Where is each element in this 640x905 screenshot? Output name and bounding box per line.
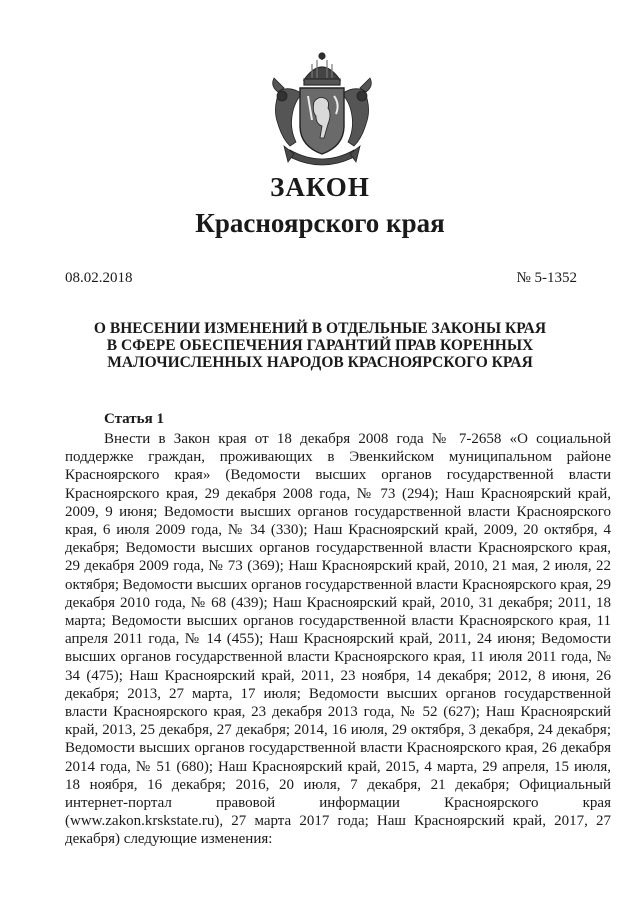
law-heading-line: В СФЕРЕ ОБЕСПЕЧЕНИЯ ГАРАНТИЙ ПРАВ КОРЕННЫХ [106,337,534,354]
article-title: Статья 1 [104,411,164,427]
law-heading-line: МАЛОЧИСЛЕННЫХ НАРОДОВ КРАСНОЯРСКОГО КРАЯ [107,354,533,371]
article-body: Внести в Закон края от 18 декабря 2008 года № 7-2658 «О социальной поддержке граждан, проживающих в Эвенкийском муниципальном районе Красноярского края» (Ведомости высших органов государственной власти Красноярского края, 29 декабря 2008 года, № 73 (294); Наш Красноярский край, 2009, 9 июня; Ведомости высших органов государственной власти Красноярского края, 6 июля 2009 года, № 34 (330); Наш Красноярский край, 2009, 20 октября, 4 декабря; Ведомости высших органов государственной власти Красноярского края, 29 декабря 2009 года, № 73 (369); Наш Красноярский край, 2010, 21 мая, 2 июля, 22 октября; Ведомости высших органов государственной власти Красноярского края, 29 декабря 2010 года, № 68 (439); Наш Красноярский край, 2010, 31 декабря; 2011, 18 марта; Ведомости высших органов государственной власти Красноярского края, 11 апреля 2011 года, № 14 (455); Наш Красноярский край, 2011, 24 июня; Ведомости высших органов государственной власти Красноярского края, 11 июля 2011 года, № 34 (475); Наш Красноярский край, 2011, 23 ноября, 14 декабря; 2012, 8 июня, 26 декабря; 2013, 27 марта, 17 июля; Ведомости высших органов государственной власти Красноярского края, 23 декабря 2013 года, № 52 (627); Наш Красноярский край, 2013, 25 декабря, 27 декабря; 2014, 16 июля, 29 октября, 3 декабря, 24 декабря; Ведомости высших органов государственной власти Красноярского края, 26 декабря 2014 года, № 51 (680); Наш Красноярский край, 2015, 4 марта, 29 апреля, 15 июля, 18 ноября, 16 декабря; 2016, 20 июля, 7 декабря, 21 декабря; Официальный интернет-портал правовой информации Красноярского края (www.zakon.krskstate.ru), 27 марта 2017 года; Наш Красноярский край, 2017, 27 декабря) следующие изменения: [65,431,611,848]
law-heading [0,320,640,371]
law-heading-line: О ВНЕСЕНИИ ИЗМЕНЕНИЙ В ОТДЕЛЬНЫЕ ЗАКОНЫ КРАЯ [93,320,547,337]
document-title: ЗАКОН [270,172,370,202]
document-date: 08.02.2018 [65,270,133,286]
coat-of-arms-icon [270,50,374,170]
document-number: № 5-1352 [516,270,577,286]
document-subtitle: Красноярского края [195,208,445,238]
lion-supporter-left-icon [273,78,302,146]
shield-icon [300,88,344,154]
crown-icon [304,53,340,85]
lion-supporter-right-icon [342,78,371,146]
